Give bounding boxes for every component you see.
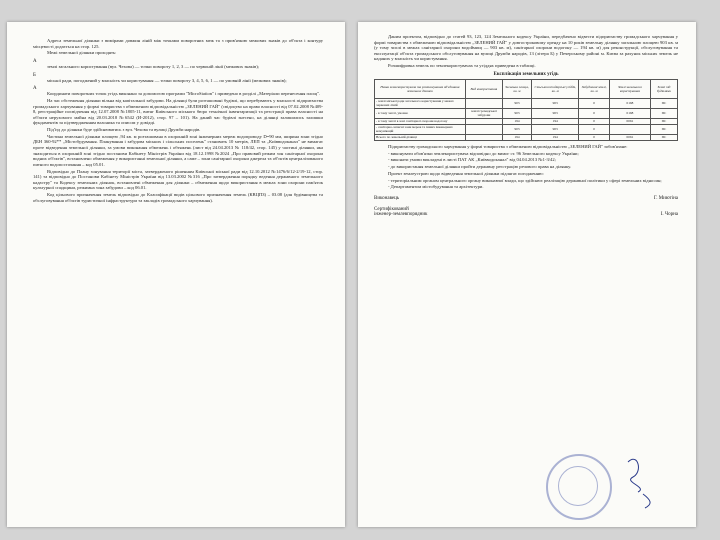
table-cell: 0 <box>579 108 610 118</box>
table-cell: ПС <box>650 98 677 108</box>
table-header: Назва землекористувача та розташування об'єднання земельних ділянок <box>375 79 466 98</box>
obligation-3: - до використання земельної ділянки пройти державну реєстрацію речового права на ділянку. <box>388 164 572 170</box>
table-cell: 194 <box>532 118 579 124</box>
table-cell: 0168 <box>610 108 651 118</box>
obligations-paragraph: Підприємству громадського харчування у формі товариства з обмеженою відповідальністю „ЗЕЛЕНИЙ ГАЙ" зобов'язане: <box>388 143 628 149</box>
paragraph-3: Під'їзд до ділянки буде здійснюватись з вул. Чехова та вулиці Дружби народів. <box>47 127 201 133</box>
table-cell: 194 <box>502 118 531 124</box>
document-page-left <box>7 22 345 527</box>
table-header: Вид використання <box>465 79 502 98</box>
table-cell: 0 <box>579 124 610 134</box>
table-title: Експлікація земельних угідь <box>493 71 559 77</box>
table-row <box>375 108 678 118</box>
table-cell: - землі міської ради загального користування у межах червоних ліній <box>375 98 466 108</box>
table-cell: - в тому числі, умовно <box>375 108 466 118</box>
table-header: Загальна площа, кв. м <box>502 79 531 98</box>
table-header-row <box>375 79 678 98</box>
table-cell: 0061 <box>610 134 651 140</box>
table-cell: 903 <box>502 98 531 108</box>
signature-label: Виконавець <box>374 196 400 202</box>
handwritten-signature <box>623 452 663 512</box>
table-row <box>375 124 678 134</box>
intro-text: Адреса земельної ділянки з вимірами довжин ліній між точками поворотних меж та з прив'язкою межових знаків до об'єкта і контуру місцевості додається на стор. 125. <box>33 38 323 49</box>
boundary-a-text: землі загального користування (вул. Чехова) — точки повороту 1, 2, 3 — по червоній лінії (межових знаків); <box>47 63 260 69</box>
paragraph-4: Частина земельної ділянки площею ,94 кв. м розташована в охоронній зоні інженерних мереж водопроводу D=90 мм, ширина зони згідно ДБН 360-92** „Містобудування. Планування і забудова міських і сільських поселень" становить 10 метрів, ЛЕП та „Київводоканал" не вимагає проте відведення земельної ділянки, за умови виконання обмежень і обтяжень (лист від 24.04.2013 № 118/42, стор. 145) у частині ділянки, яка знаходиться в охоронній зоні згідно постанови Кабінету Міністрів України від 18.12.1998 №2024 „Про правовий режим зон санітарної охорони водних об'єктів", встановлено обмеження у використанні земельної ділянки, а саме – зони санітарної охорони джерела та об'єктів централізованого питного водопостачання – код 05.01. <box>33 133 323 167</box>
table-row <box>375 98 678 108</box>
table-cell: 903 <box>502 124 531 134</box>
table-cell: - санітарно-захисні зони мереж та інших інженерних комунікацій <box>375 124 466 134</box>
table-cell: 0168 <box>610 98 651 108</box>
table-cell: - в тому числі в зоні санітарної охорони водогону <box>375 118 466 124</box>
table-cell: ПС <box>650 124 677 134</box>
paragraph-1: Координати поворотних точок угідь виконано за допомогою програми "MicroStation" і приведено в розділі „Матеріали перенесення площ". <box>47 91 321 97</box>
paragraph-5: Відповідно до Плану зонування території міста, затвердженого рішенням Київської міської ради від 12.10.2012 №1476/6/12-2/19-12, стор. 141) та відповідно до Постанови Кабінету Міністрів України від 13.03.2002 №316 „Про затвердження порядку ведення державного земельного кадастру" та Кодексу земельних ділянок, встановлені обмеження для ділянки – обмеження щодо використання в межах зони охорони пам'яток культурної спадщини, режимна зона забудови – код 06.01. <box>33 168 323 191</box>
signature-name: І. Чорна <box>660 212 678 218</box>
paragraph-2: На час обстеження ділянки вільна від капітальної забудови. На ділянці були розташовані будівлі, що перебувають у власності підприємства громадського харчування у формі товариства з обмеженою відповідальністю „ЗЕЛЕНИЙ ГАЙ" (свідоцтво на право власності від 07.02.2008 №409-8, реєстраційне посвідчення від 12.07.2008 №1805-11, витяг Київського міського бюро технічної інвентаризації та реєстрації права власності на об'єкти нерухомого майна від 20.03.2018 №6542 (И-2012), стор. 97 – 101). На даний час будівлі знесено, на ділянці залишились залишки фундаментів за підтвердженням власника та описом у довідці. <box>33 97 323 126</box>
table-cell: 903 <box>532 124 579 134</box>
table-cell: ПС <box>650 134 677 140</box>
table-cell <box>465 134 502 140</box>
table-cell <box>465 124 502 134</box>
table-cell: 0 <box>579 118 610 124</box>
table-cell: Всього по земельній ділянці <box>375 134 466 140</box>
table-intro: Розшифровка земель по землекористувачах та угіддях приведена в таблиці. <box>388 63 536 69</box>
official-seal-stamp <box>546 454 612 520</box>
boundaries-heading: Межі земельної ділянки проходять: <box>47 50 117 56</box>
table-cell: 0061 <box>610 118 651 124</box>
table-header: Землі під будівлями <box>650 79 677 98</box>
table-cell: 0 <box>579 134 610 140</box>
signature-label-line-1: Сертифікований <box>374 207 409 213</box>
table-cell: ПС <box>650 108 677 118</box>
approval-item-1: - територіальним органом центрального органу виконавчої влади, що здійснює реалізацію державної політики у сфері земельних відносин; <box>388 177 662 183</box>
approval-item-2: - Департаментом містобудування та архітектури. <box>388 184 484 190</box>
table-header: Забудовані землі, кв. м <box>579 79 610 98</box>
obligation-1: - виконувати обов'язки землекористувача відповідно до вимог ст. 96 Земельного кодексу України; <box>388 150 579 156</box>
table-cell: 903 <box>532 98 579 108</box>
boundary-label-a: А <box>33 58 37 64</box>
boundary-label-a2: А <box>33 86 37 92</box>
paragraph-6: Код цільового призначення земель відповідно до Класифікації видів цільового призначення земель (КВЦПЗ) – 03.08 (для будівництва та обслуговування об'єктів туристичної інфраструктури та закладів громадського харчування). <box>33 192 323 203</box>
table-row <box>375 134 678 140</box>
table-header: Сільськогосподарські угіддя, кв. м <box>532 79 579 98</box>
signature-label-line-2: інженер-землевпорядник <box>374 212 428 218</box>
table-cell: 0 <box>579 98 610 108</box>
land-explication-table <box>374 79 678 141</box>
table-header: Землі загального користування <box>610 79 651 98</box>
project-paragraph: Даним проектом, відповідно до статей 93, 123, 124 Земельного кодексу України, передбачено відвести підприємству громадського харчування у формі товариства з обмеженою відповідальністю „ЗЕЛЕНИЙ ГАЙ" у довгостроковому оренду на 10 років земельну ділянку загальною площею 903 кв. м (у тому числі в межах санітарної охорони водоймищ — 903 кв. м), санітарної охорони водогону — 194 кв. м) для реконструкції, обслуговування та експлуатації об'єкта громадського обслуговування на вулиці Дружби народів, 13 (літера Б) у Печерському районі м. Києва за рахунок міських земель не наданих у власність чи користування. <box>374 34 678 62</box>
table-cell: 194 <box>502 134 531 140</box>
signature-row-executor <box>374 196 678 201</box>
boundary-b-text: міської ради, погоджений у власність чи користування — точки повороту 3, 4, 5, 6, 1 — по умовній лінії (межових знаків); <box>47 77 287 83</box>
table-cell: 903 <box>502 108 531 118</box>
table-cell: 903 <box>532 108 579 118</box>
table-cell <box>610 124 651 134</box>
signature-row-engineer <box>374 207 678 217</box>
approval-paragraph: Проект землеустрою щодо відведення земельної ділянки підлягає погодженню: <box>388 170 544 176</box>
signature-name: Г. Миютіна <box>653 196 678 202</box>
obligation-2: - виконати умови викладені в листі ПАТ АК „Київводоканал" від 04.04.2013 №1-3/42; <box>388 157 556 163</box>
table-cell: 194 <box>532 134 579 140</box>
document-page-right <box>358 22 696 527</box>
boundary-label-b: Б <box>33 72 36 78</box>
signature-label <box>374 207 427 217</box>
table-cell: ПС <box>650 118 677 124</box>
table-cell: землі громадської забудови <box>465 108 502 118</box>
table-cell <box>465 98 502 108</box>
